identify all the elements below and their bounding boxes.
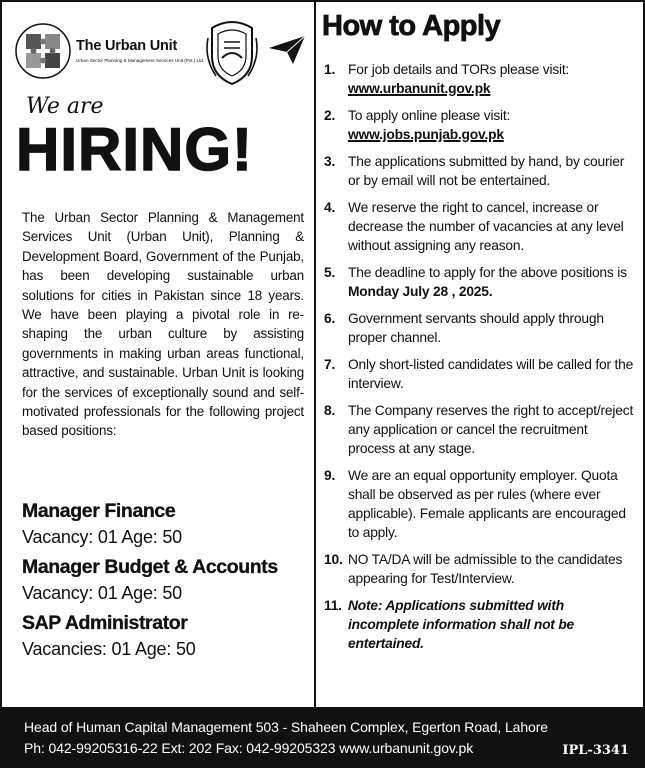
apply-step (324, 466, 636, 542)
position-title: SAP Administrator (22, 612, 188, 634)
apply-step (324, 198, 636, 255)
apply-step (324, 596, 636, 653)
position-title: Manager Budget & Accounts (22, 556, 278, 578)
positions-list (22, 498, 312, 666)
position-item (22, 610, 312, 662)
position-meta: Vacancies: 01 Age: 50 (22, 639, 196, 659)
ipl-code: IPL-3341 (562, 743, 629, 758)
step-number: 1. (324, 62, 336, 77)
step-number: 11. (324, 598, 342, 613)
urban-unit-logo-icon (14, 22, 72, 80)
step-text: We are an equal opportunity employer. Quota shall be observed as per rules (where ever applicable). Female applicants are encouraged to apply. (348, 468, 626, 540)
logo-row (14, 16, 309, 88)
step-number: 3. (324, 154, 336, 169)
brand-name: The Urban Unit (76, 38, 178, 54)
step-text: The Company reserves the right to accept/reject any application or cancel the recruitment process at any stage. (348, 403, 634, 456)
step-number: 5. (324, 265, 336, 280)
left-column (2, 2, 314, 707)
apply-step (324, 309, 636, 347)
hiring-headline: HIRING! (16, 116, 253, 183)
step-number: 9. (324, 468, 336, 483)
apply-step (324, 401, 636, 458)
step-number: 10. (324, 552, 343, 567)
step-text: We reserve the right to cancel, increase or decrease the number of vacancies at any level without assigning any reason. (348, 200, 624, 253)
apply-step (324, 263, 636, 301)
position-item (22, 554, 312, 606)
apply-step (324, 60, 636, 98)
apply-step (324, 106, 636, 144)
apply-step (324, 355, 636, 393)
apply-steps (324, 60, 636, 661)
punjab-emblem-icon (202, 18, 262, 88)
step-number: 2. (324, 108, 336, 123)
step-text: The applications submitted by hand, by courier or by email will not be entertained. (348, 154, 625, 188)
step-text: Government servants should apply through proper channel. (348, 311, 604, 345)
right-column (316, 2, 643, 707)
footer-contact: Ph: 042-99205316-22 Ext: 202 Fax: 042-99205323 www.urbanunit.gov.pk (24, 740, 474, 756)
step-number: 8. (324, 403, 336, 418)
step-text: The deadline to apply for the above positions is (348, 265, 627, 280)
step-text: For job details and TORs please visit: (348, 62, 570, 77)
position-meta: Vacancy: 01 Age: 50 (22, 527, 182, 547)
position-title: Manager Finance (22, 500, 176, 522)
jobs-punjab-link[interactable]: www.jobs.punjab.gov.pk (348, 127, 504, 142)
note-text: Note: Applications submitted with incomplete information shall not be entertained. (348, 598, 575, 651)
step-text: NO TA/DA will be admissible to the candidates appearing for Test/Interview. (348, 552, 623, 586)
how-to-apply-title: How to Apply (322, 10, 501, 42)
footer-address: Head of Human Capital Management 503 - Shaheen Complex, Egerton Road, Lahore (24, 719, 548, 735)
step-text: Only short-listed candidates will be called for the interview. (348, 357, 634, 391)
apply-step (324, 550, 636, 588)
step-number: 4. (324, 200, 336, 215)
deadline-date: Monday July 28 , 2025. (348, 284, 493, 299)
position-item (22, 498, 312, 550)
paper-plane-icon (267, 34, 307, 66)
we-are-text: We are (26, 94, 104, 119)
step-number: 7. (324, 357, 336, 372)
brand-subtitle: Urban Sector Planning & Management Services Unit (Pvt.) Ltd. (76, 58, 205, 63)
intro-paragraph: The Urban Sector Planning & Management Services Unit (Urban Unit), Planning & Development Board, Government of the Punjab, has been developing sustainable urban solutions for cities in Pakistan since 18 years. We have been playing a pivotal role in re-shaping the urban culture by assisting governments in making urban areas functional, attractive, and sustainable. Urban Unit is looking for the services of exceptionally sound and self-motivated professionals for the following project based positions: (22, 210, 304, 439)
position-meta: Vacancy: 01 Age: 50 (22, 583, 182, 603)
footer-bar (2, 707, 643, 766)
step-number: 6. (324, 311, 336, 326)
urbanunit-link[interactable]: www.urbanunit.gov.pk (348, 81, 491, 96)
step-text: To apply online please visit: (348, 108, 511, 123)
apply-step (324, 152, 636, 190)
